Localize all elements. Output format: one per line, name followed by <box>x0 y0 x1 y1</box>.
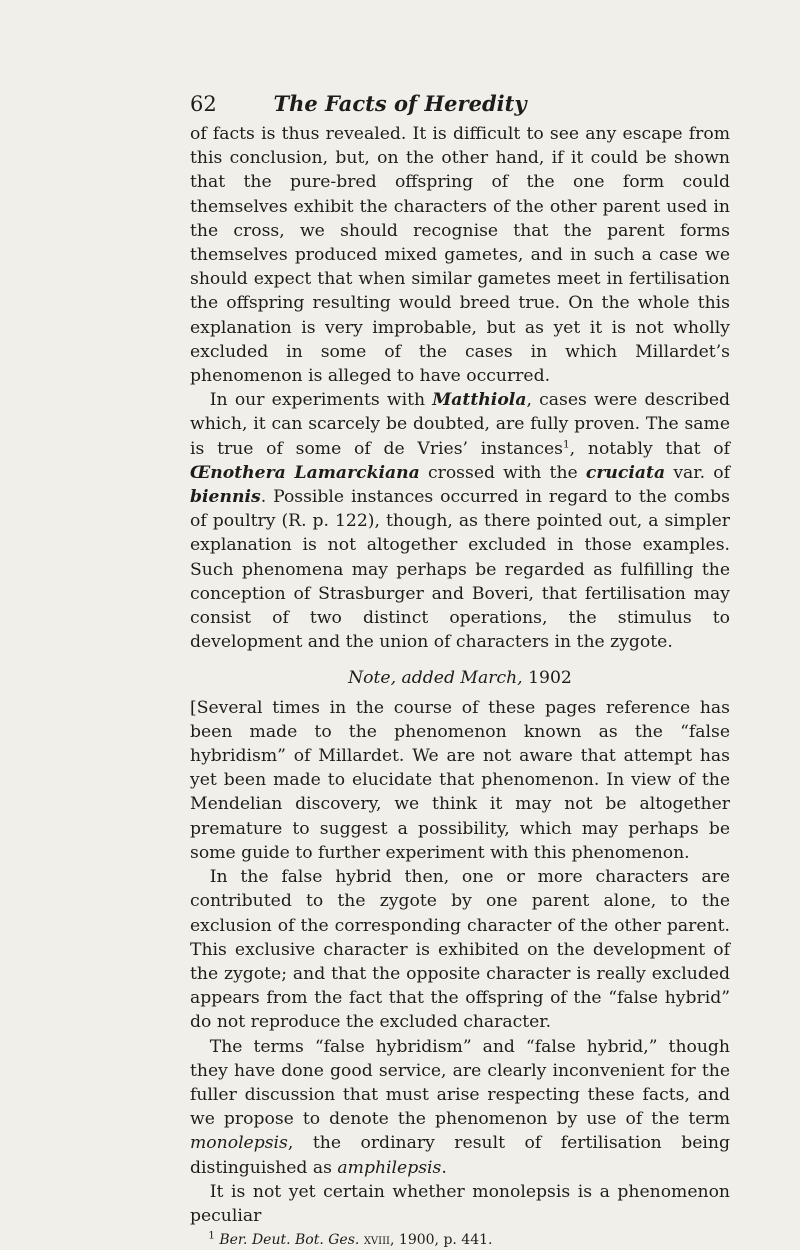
page-header <box>190 88 610 120</box>
italic-term: Matthiola <box>432 390 527 411</box>
text-run: , the ordinary result of fertilisation being distinguished as <box>190 1133 730 1178</box>
text-run: The terms “false hybridism” and “false hybrid,” though they have done good service, are clearly inconvenient for the fuller discussion that must arise respecting these facts, and we propose to denote the phenomenon by use of the term <box>190 1036 730 1130</box>
note-heading <box>190 666 730 690</box>
text-run: . <box>441 1157 447 1178</box>
italic-term: cruciata <box>585 462 666 483</box>
italic-term: Œnothera Lamarckiana <box>190 462 420 483</box>
italic-term: monolepsis <box>190 1133 288 1154</box>
text-run: , notably that of <box>569 438 730 459</box>
text-run: var. of <box>665 462 730 483</box>
running-title: The Facts of Heredity <box>273 91 527 116</box>
footnote-marker: 1 <box>208 1229 215 1242</box>
text-run: . Possible instances occurred in regard to the combs of poultry (R. p. 122), though, as there pointed out, a simpler explanation is not altogether excluded in those examples. Such phenomena may perhaps be regarded as fulfilling the conception of Strasburger and Boveri, that fertilisation may consist of two distinct operations, the stimulus to development and the union of characters in the zygote. <box>190 487 730 653</box>
text-run: , cases were described which, it can scarcely be doubted, are fully proven. The same is true of some of de Vries’ instances <box>190 390 730 459</box>
italic-term: amphilepsis <box>337 1157 442 1178</box>
paragraph: of facts is thus revealed. It is difficult to see any escape from this conclusion, but, on the other hand, if it could be shown that the pure-bred offspring of the one form could themselves exhibit the characters of the other parent used in the cross, we should recognise that the parent forms themselves produced mixed gametes, and in such a case we should expect that when similar gametes meet in fertilisation the offspring resulting would breed true. On the whole this explanation is very improbable, but as yet it is not wholly excluded in some of the cases in which Millardet’s phenomenon is alleged to have occurred. <box>190 124 730 387</box>
footnote-reference: 1 <box>562 437 570 450</box>
paragraph: It is not yet certain whether monolepsis is a phenomenon peculiar <box>190 1181 730 1226</box>
footnote-details: , 1900, p. 441. <box>390 1232 493 1249</box>
paragraph <box>190 1035 730 1180</box>
note-heading-year: 1902 <box>528 668 572 689</box>
paragraph: [Several times in the course of these pages reference has been made to the phenomenon known as the “false hybridism” of Millardet. We are not aware that attempt has yet been made to elucidate that phenomenon. In view of the Mendelian discovery, we think it may not be altogether premature to suggest a possibility, which may perhaps be some guide to further experiment with this phenomenon. <box>190 697 730 863</box>
text-run: In our experiments with <box>209 390 433 411</box>
footnote-volume: xviii <box>363 1232 391 1249</box>
paragraph <box>190 388 730 654</box>
note-heading-label: Note, added March, <box>348 668 523 689</box>
footnote-source: Ber. Deut. Bot. Ges. <box>219 1232 360 1249</box>
italic-term: biennis <box>190 487 261 508</box>
paragraph: In the false hybrid then, one or more characters are contributed to the zygote by one parent alone, to the exclusion of the corresponding character of the other parent. This exclusive character is exhibited on the development of the zygote; and that the opposite character is really excluded appears from the fact that the offspring of the “false hybrid” do not reproduce the excluded character. <box>190 867 730 1033</box>
footnote <box>208 1230 730 1250</box>
body-text <box>190 122 730 1250</box>
page-number: 62 <box>190 92 217 116</box>
text-run: crossed with the <box>419 462 586 483</box>
